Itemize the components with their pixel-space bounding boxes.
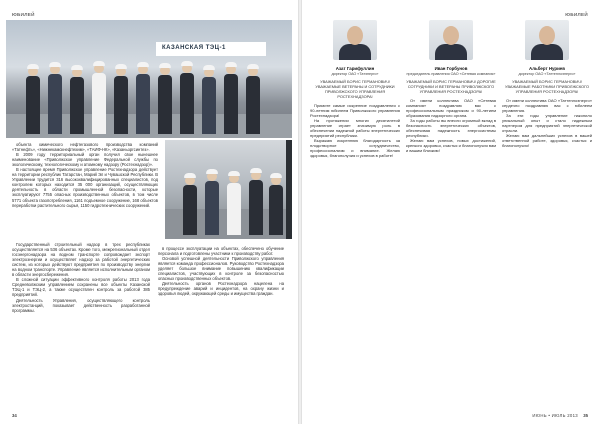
person-figure xyxy=(227,183,241,235)
person-figure xyxy=(224,74,238,134)
issue-date: ИЮНЬ • ИЮЛЬ 2013 xyxy=(532,413,578,418)
person-figure xyxy=(136,74,150,134)
person-figure xyxy=(205,181,219,235)
turbine-hall-photo xyxy=(165,140,292,239)
right-page xyxy=(302,0,600,424)
group-photo xyxy=(6,20,292,138)
greeting-profile xyxy=(406,20,496,153)
paragraph: В сложной ситуации эффективного контроля работы 2013 года Средневолжским управлением сохранены все объекты Казанской ТЭЦ-1 и ТЭЦ-2, а также осуществлен контроль за работой 385 предприятий. xyxy=(12,277,150,298)
person-figure xyxy=(26,76,40,134)
profile-role: председатель правления ОАО «Сетевая компания» xyxy=(406,72,496,76)
paragraph: объекта химического нефтегазового производства компаний «Татнефть», «Нижнекамскнефтехим», «ТАИФ-НК», «Казаньоргсинтез». xyxy=(12,142,158,153)
person-figure xyxy=(48,74,62,134)
paragraph: в процессе эксплуатации на объектах, обеспечено обучение персонала и подготовлены участники к производству работ. xyxy=(158,246,284,257)
paragraph: За эти годы управление накопило уникальный опыт и стало надежным партнером для предприятий энергетической отрасли. xyxy=(502,112,592,133)
paragraph: Основой успешной деятельности Приволжского управления является команда профессионалов. Руководство Ростехнадзора уделяет большое внимание повышению квалификации специалистов, участвующих в контроле за безопасностью опасных производственных объектов. xyxy=(158,256,284,282)
paragraph: Деятельность Управления, осуществляющего контроль электростанций, показывает действенность разработанной программы. xyxy=(12,297,150,313)
person-figure xyxy=(246,76,260,134)
paragraph: В 2009 году территориальный орган получил свое нынешнее наименование «Приволжское управление Федеральной службы по экологическому, технологическому и атомному надзору (Ростехнадзор)». xyxy=(12,152,158,168)
greeting-salutation: УВАЖАЕМЫЙ БОРИС ГЕРМАНОВИЧ! УВАЖАЕМЫЕ ВЕТЕРАНЫ И СОТРУДНИКИ ПРИВОЛЖСКОГО УПРАВЛЕНИЯ РОСТЕХНАДЗОРА! xyxy=(315,79,395,99)
greeting-text xyxy=(406,98,496,153)
portrait-photo xyxy=(429,20,473,60)
left-column-3 xyxy=(158,246,284,296)
profile-role: директор ОАО «Таттеплоэнерго» xyxy=(518,72,576,76)
paragraph: Государственный строительный надзор в трех республиках осуществляется на 536 объектах. Кроме того, межрегиональный отдел госэнергонадзора на водном транспорте сопровождает экспорт электроэнергии и осуществляет надзор за работой энергетических систем, из которых действуют предприятия по производству энергии на водном транспорте. Управление является исполнительным органом в области энергосбережения. xyxy=(12,242,150,278)
person-figure xyxy=(158,75,172,134)
left-column-1 xyxy=(12,142,158,208)
greeting-profile xyxy=(502,20,592,148)
profile-name: Азат Гарифуллин xyxy=(335,66,375,71)
profile-name: Иван Горбунов xyxy=(434,66,468,71)
greeting-profile xyxy=(310,20,400,158)
paragraph: На протяжении многих десятилетий управление играет значимую роль в обеспечении надежной работы энергетических предприятий республики. xyxy=(310,117,400,138)
greeting-salutation: УВАЖАЕМЫЙ БОРИС ГЕРМАНОВИЧ! ДОРОГИЕ СОТРУДНИКИ И ВЕТЕРАНЫ ПРИВОЛЖСКОГО УПРАВЛЕНИЯ РОСТЕХНАДЗОРА! xyxy=(406,79,496,94)
profile-name: Альберт Нуриев xyxy=(529,66,565,71)
greeting-salutation: УВАЖАЕМЫЙ БОРИС ГЕРМАНОВИЧ! УВАЖАЕМЫЕ РАБОТНИКИ ПРИВОЛЖСКОГО УПРАВЛЕНИЯ РОСТЕХНАДЗОРА! xyxy=(505,79,589,94)
paragraph: От имени коллектива ОАО «Сетевая компания» поздравляю вас с профессиональным праздником и 90-летием образования надзорного органа. xyxy=(406,97,496,118)
portrait-photo xyxy=(333,20,377,60)
person-figure xyxy=(70,77,84,134)
paragraph: Выражаю искреннюю благодарность за плодотворное сотрудничество, профессионализм и внимание. Желаю здоровья, благополучия и успехов в работе! xyxy=(310,137,400,158)
paragraph: Желаю вам дальнейших успехов в вашей ответственной работе, здоровья, счастья и благополучия! xyxy=(502,132,592,148)
person-figure xyxy=(249,180,263,235)
person-figure xyxy=(202,77,216,134)
paragraph: От имени коллектива ОАО «Таттеплоэнерго» сердечно поздравляю вас с юбилеем управления. xyxy=(502,97,592,113)
person-figure xyxy=(92,73,106,134)
paragraph: Примите самые искренние поздравления с 90-летним юбилеем Приволжского управления Ростехнадзора! xyxy=(310,102,400,118)
person-figure xyxy=(183,185,197,235)
page-number-left: 34 xyxy=(12,413,17,418)
person-figure xyxy=(180,73,194,134)
photo-edge-strip xyxy=(286,140,292,239)
paragraph: Желаю вам успехов, новых достижений, крепкого здоровья, счастья и благополучия вам и вашим близким! xyxy=(406,137,496,153)
running-head-left: ЮБИЛЕЙ xyxy=(12,12,35,17)
paragraph: Деятельность органов Ростехнадзора нацелена на предупреждение аварий и инцидентов, на охрану жизни и здоровья людей, окружающей среды и имущества граждан. xyxy=(158,281,284,297)
person-figure xyxy=(114,76,128,134)
portrait-photo xyxy=(525,20,569,60)
photo-sign: КАЗАНСКАЯ ТЭЦ-1 xyxy=(156,42,266,56)
paragraph: За годы работы вы внесли огромный вклад в безопасность энергетических объектов, обеспечивая надежность энергосистемы республики. xyxy=(406,117,496,138)
greeting-text xyxy=(310,103,400,158)
profile-role: директор ОАО «Татэнерго» xyxy=(331,72,379,76)
left-page xyxy=(0,0,298,424)
person-figure xyxy=(269,185,283,235)
running-head-right: ЮБИЛЕЙ xyxy=(565,12,588,17)
paragraph: В настоящее время Приволжское управление Ростехнадзора действует на территории республик Татарстан, Марий Эл и Чувашской Республики. В Управлении трудится 316 высококвалифицированных специалистов, под контролем которых находится 35 000 организаций, осуществляющих деятельность в области промышленной безопасности, которые эксплуатируют 7755 опасных производственных объектов, в том числе 5771 объекта газопотребления, 1161 подъемное сооружение, 168 объектов переработки растительного сырья, 1150 гидротехнических сооружений. xyxy=(12,167,158,208)
greeting-text xyxy=(502,98,592,148)
page-number-right: 35 xyxy=(583,413,588,418)
left-column-2 xyxy=(12,242,150,313)
